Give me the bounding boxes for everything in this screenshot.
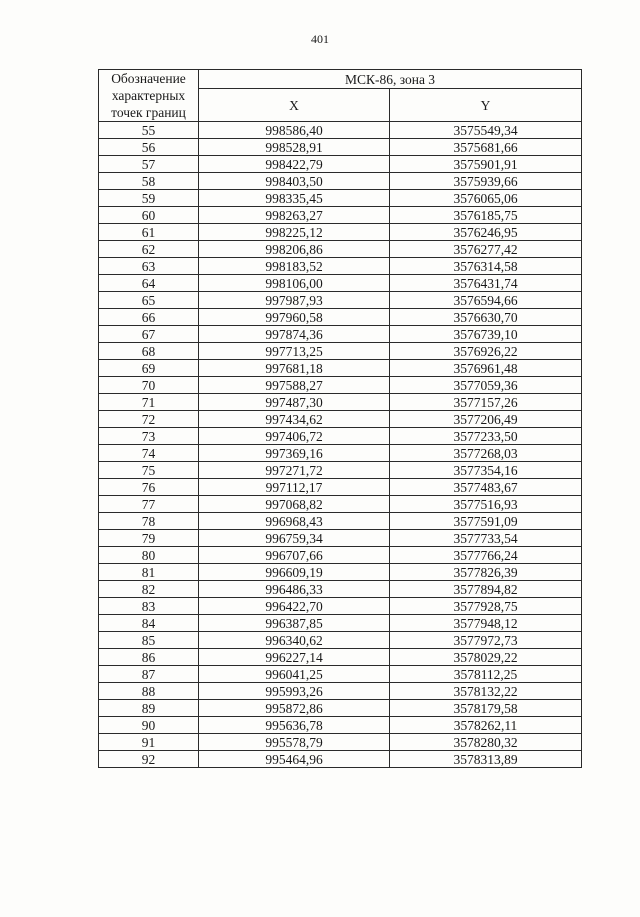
table-row	[99, 360, 582, 377]
table-row	[99, 411, 582, 428]
point-number-cell: 55	[99, 122, 199, 139]
y-coordinate-cell: 3576630,70	[390, 309, 582, 326]
table-row	[99, 377, 582, 394]
y-coordinate-cell: 3577948,12	[390, 615, 582, 632]
table-row	[99, 683, 582, 700]
point-number-cell: 83	[99, 598, 199, 615]
table-header	[99, 70, 582, 122]
point-number-cell: 85	[99, 632, 199, 649]
point-number-cell: 84	[99, 615, 199, 632]
table-row	[99, 479, 582, 496]
table-row	[99, 462, 582, 479]
y-coordinate-cell: 3577206,49	[390, 411, 582, 428]
point-number-cell: 60	[99, 207, 199, 224]
x-coordinate-cell: 995993,26	[199, 683, 390, 700]
y-coordinate-cell: 3575939,66	[390, 173, 582, 190]
table-row	[99, 598, 582, 615]
x-coordinate-cell: 996340,62	[199, 632, 390, 649]
x-coordinate-cell: 996387,85	[199, 615, 390, 632]
table-row	[99, 343, 582, 360]
header-y: Y	[390, 89, 582, 122]
y-coordinate-cell: 3578280,32	[390, 734, 582, 751]
table-row	[99, 207, 582, 224]
table-row	[99, 292, 582, 309]
point-number-cell: 63	[99, 258, 199, 275]
x-coordinate-cell: 996486,33	[199, 581, 390, 598]
table-row	[99, 258, 582, 275]
x-coordinate-cell: 997960,58	[199, 309, 390, 326]
table-row	[99, 547, 582, 564]
y-coordinate-cell: 3577059,36	[390, 377, 582, 394]
point-number-cell: 74	[99, 445, 199, 462]
x-coordinate-cell: 995464,96	[199, 751, 390, 768]
point-number-cell: 76	[99, 479, 199, 496]
x-coordinate-cell: 997713,25	[199, 343, 390, 360]
x-coordinate-cell: 995636,78	[199, 717, 390, 734]
header-x: X	[199, 89, 390, 122]
point-number-cell: 87	[99, 666, 199, 683]
x-coordinate-cell: 996609,19	[199, 564, 390, 581]
y-coordinate-cell: 3576431,74	[390, 275, 582, 292]
y-coordinate-cell: 3576926,22	[390, 343, 582, 360]
y-coordinate-cell: 3577826,39	[390, 564, 582, 581]
point-number-cell: 90	[99, 717, 199, 734]
table-row	[99, 326, 582, 343]
table-row	[99, 564, 582, 581]
point-number-cell: 57	[99, 156, 199, 173]
y-coordinate-cell: 3577354,16	[390, 462, 582, 479]
point-number-cell: 92	[99, 751, 199, 768]
point-number-cell: 88	[99, 683, 199, 700]
header-row-top	[99, 70, 582, 89]
point-number-cell: 86	[99, 649, 199, 666]
x-coordinate-cell: 998403,50	[199, 173, 390, 190]
table-row	[99, 428, 582, 445]
x-coordinate-cell: 998225,12	[199, 224, 390, 241]
y-coordinate-cell: 3577972,73	[390, 632, 582, 649]
table-body	[99, 122, 582, 768]
x-coordinate-cell: 996968,43	[199, 513, 390, 530]
x-coordinate-cell: 995872,86	[199, 700, 390, 717]
x-coordinate-cell: 997987,93	[199, 292, 390, 309]
y-coordinate-cell: 3577483,67	[390, 479, 582, 496]
y-coordinate-cell: 3575681,66	[390, 139, 582, 156]
point-number-cell: 65	[99, 292, 199, 309]
table-row	[99, 513, 582, 530]
y-coordinate-cell: 3576961,48	[390, 360, 582, 377]
y-coordinate-cell: 3576314,58	[390, 258, 582, 275]
header-point-designation: Обозначение характерных точек границ	[99, 70, 199, 122]
x-coordinate-cell: 997874,36	[199, 326, 390, 343]
y-coordinate-cell: 3578262,11	[390, 717, 582, 734]
point-number-cell: 62	[99, 241, 199, 258]
point-number-cell: 64	[99, 275, 199, 292]
table-row	[99, 122, 582, 139]
table-row	[99, 700, 582, 717]
x-coordinate-cell: 998106,00	[199, 275, 390, 292]
y-coordinate-cell: 3577894,82	[390, 581, 582, 598]
x-coordinate-cell: 998335,45	[199, 190, 390, 207]
coordinates-table	[98, 69, 582, 768]
y-coordinate-cell: 3577516,93	[390, 496, 582, 513]
table-row	[99, 190, 582, 207]
x-coordinate-cell: 997271,72	[199, 462, 390, 479]
x-coordinate-cell: 998183,52	[199, 258, 390, 275]
point-number-cell: 75	[99, 462, 199, 479]
table-row	[99, 445, 582, 462]
point-number-cell: 70	[99, 377, 199, 394]
table-row	[99, 309, 582, 326]
y-coordinate-cell: 3575549,34	[390, 122, 582, 139]
point-number-cell: 78	[99, 513, 199, 530]
y-coordinate-cell: 3578029,22	[390, 649, 582, 666]
y-coordinate-cell: 3575901,91	[390, 156, 582, 173]
point-number-cell: 61	[99, 224, 199, 241]
table-row	[99, 751, 582, 768]
x-coordinate-cell: 997369,16	[199, 445, 390, 462]
point-number-cell: 58	[99, 173, 199, 190]
y-coordinate-cell: 3577591,09	[390, 513, 582, 530]
y-coordinate-cell: 3578179,58	[390, 700, 582, 717]
point-number-cell: 71	[99, 394, 199, 411]
y-coordinate-cell: 3576065,06	[390, 190, 582, 207]
point-number-cell: 81	[99, 564, 199, 581]
y-coordinate-cell: 3576277,42	[390, 241, 582, 258]
header-coordinate-system: МСК-86, зона 3	[199, 70, 582, 89]
table-row	[99, 173, 582, 190]
table-row	[99, 734, 582, 751]
y-coordinate-cell: 3576594,66	[390, 292, 582, 309]
x-coordinate-cell: 998263,27	[199, 207, 390, 224]
table-row	[99, 666, 582, 683]
y-coordinate-cell: 3576185,75	[390, 207, 582, 224]
point-number-cell: 68	[99, 343, 199, 360]
page-number: 401	[311, 32, 329, 46]
point-number-cell: 72	[99, 411, 199, 428]
point-number-cell: 66	[99, 309, 199, 326]
table-row	[99, 717, 582, 734]
point-number-cell: 89	[99, 700, 199, 717]
x-coordinate-cell: 998586,40	[199, 122, 390, 139]
x-coordinate-cell: 997112,17	[199, 479, 390, 496]
x-coordinate-cell: 995578,79	[199, 734, 390, 751]
table-row	[99, 224, 582, 241]
y-coordinate-cell: 3576739,10	[390, 326, 582, 343]
y-coordinate-cell: 3577733,54	[390, 530, 582, 547]
point-number-cell: 67	[99, 326, 199, 343]
table-row	[99, 275, 582, 292]
table-row	[99, 394, 582, 411]
table-row	[99, 241, 582, 258]
table-row	[99, 139, 582, 156]
table-row	[99, 615, 582, 632]
x-coordinate-cell: 998422,79	[199, 156, 390, 173]
table-row	[99, 156, 582, 173]
x-coordinate-cell: 998206,86	[199, 241, 390, 258]
x-coordinate-cell: 997068,82	[199, 496, 390, 513]
x-coordinate-cell: 997434,62	[199, 411, 390, 428]
y-coordinate-cell: 3577157,26	[390, 394, 582, 411]
point-number-cell: 59	[99, 190, 199, 207]
y-coordinate-cell: 3578112,25	[390, 666, 582, 683]
point-number-cell: 56	[99, 139, 199, 156]
point-number-cell: 77	[99, 496, 199, 513]
x-coordinate-cell: 996707,66	[199, 547, 390, 564]
table-row	[99, 530, 582, 547]
point-number-cell: 73	[99, 428, 199, 445]
x-coordinate-cell: 997681,18	[199, 360, 390, 377]
x-coordinate-cell: 996759,34	[199, 530, 390, 547]
table-row	[99, 581, 582, 598]
x-coordinate-cell: 996422,70	[199, 598, 390, 615]
y-coordinate-cell: 3577766,24	[390, 547, 582, 564]
point-number-cell: 79	[99, 530, 199, 547]
y-coordinate-cell: 3577268,03	[390, 445, 582, 462]
point-number-cell: 82	[99, 581, 199, 598]
table-row	[99, 496, 582, 513]
x-coordinate-cell: 996227,14	[199, 649, 390, 666]
table-row	[99, 632, 582, 649]
point-number-cell: 91	[99, 734, 199, 751]
x-coordinate-cell: 997487,30	[199, 394, 390, 411]
y-coordinate-cell: 3577233,50	[390, 428, 582, 445]
x-coordinate-cell: 997406,72	[199, 428, 390, 445]
y-coordinate-cell: 3577928,75	[390, 598, 582, 615]
y-coordinate-cell: 3576246,95	[390, 224, 582, 241]
point-number-cell: 80	[99, 547, 199, 564]
y-coordinate-cell: 3578132,22	[390, 683, 582, 700]
x-coordinate-cell: 997588,27	[199, 377, 390, 394]
y-coordinate-cell: 3578313,89	[390, 751, 582, 768]
x-coordinate-cell: 996041,25	[199, 666, 390, 683]
point-number-cell: 69	[99, 360, 199, 377]
x-coordinate-cell: 998528,91	[199, 139, 390, 156]
table-row	[99, 649, 582, 666]
